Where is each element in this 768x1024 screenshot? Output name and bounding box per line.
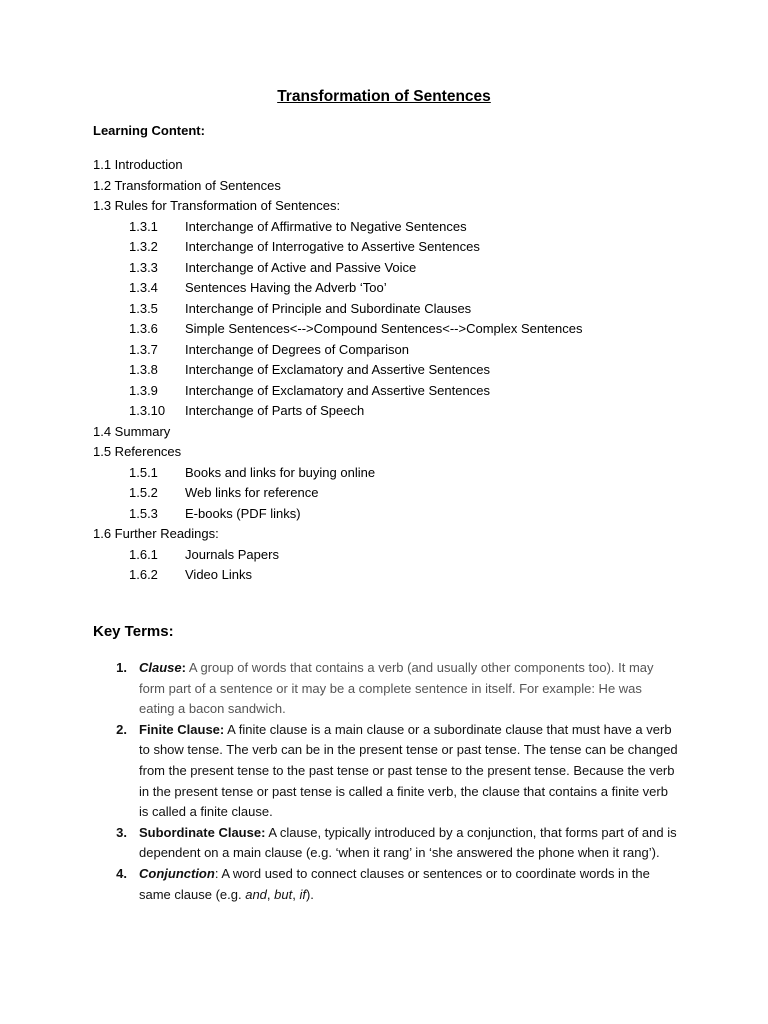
toc-item-label: Interchange of Exclamatory and Assertive Sentences [185,382,490,398]
toc-item [93,360,693,381]
key-term-number: 1. [116,660,127,675]
key-term-definition: A finite clause is a main clause or a subordinate clause that must have a verb to show tense. The verb can be in the present tense or past tense. The tense can be changed from the present tense to the past tense or past tense to the present tense. Because the verb in the present tense or past tense is called a finite verb, the clause that contains a finite verb is called a finite clause. [139,721,678,820]
toc-item [93,196,693,217]
toc-item [93,319,693,340]
toc-item [93,401,693,422]
toc-item-label: Journals Papers [185,546,279,562]
toc-item-label: Interchange of Affirmative to Negative Sentences [185,218,467,234]
toc-item-label: Web links for reference [185,485,319,500]
key-term-body [139,720,678,823]
key-term-item [93,720,678,823]
key-term-colon: : [181,660,186,675]
toc-item-label: Sentences Having the Adverb ‘Too’ [185,280,387,295]
toc-item-number: 1.3.2 [129,239,158,254]
toc-item [93,155,693,176]
key-term-definition-part: ). [305,886,314,902]
toc-item [93,524,693,545]
toc-item-number: 1.3.1 [129,218,158,234]
key-terms-list [93,658,678,905]
key-term-name: Finite Clause: [139,721,225,737]
toc-item [93,422,693,443]
toc-item [93,545,693,566]
toc-item-label: Simple Sentences<-->Compound Sentences<-->Complex Sentences [185,321,583,336]
toc-item-number: 1.3.7 [129,341,158,357]
key-term-definition-part: but [274,886,293,902]
toc-item [93,258,693,279]
key-terms-heading: Key Terms: [93,623,174,640]
toc-item-label: 1.1 Introduction [93,157,183,172]
key-term-definition-part: if [299,886,306,902]
toc-item-label: 1.2 Transformation of Sentences [93,177,281,193]
toc-item-label: Interchange of Principle and Subordinate Clauses [185,300,472,316]
key-term-item [93,658,678,720]
toc-item-number: 1.3.8 [129,362,158,377]
toc-item-label: 1.4 Summary [93,423,171,439]
key-term-definition-part: : A word used to connect clauses or sentences or to coordinate words in the same clause (e.g. [139,865,650,902]
toc-item-number: 1.3.5 [129,300,158,316]
key-term-definition-part: , [266,886,275,902]
toc-item [93,381,693,402]
toc-item-label: E-books (PDF links) [185,505,301,521]
toc-item-label: Books and links for buying online [185,464,376,480]
toc-item-label: Interchange of Exclamatory and Assertive Sentences [185,362,490,377]
toc-item [93,463,693,484]
key-term-body [139,864,678,905]
key-term-name: Clause [139,660,182,675]
toc-item-number: 1.5.1 [129,464,158,480]
toc-item-label: Video Links [185,567,252,582]
toc-item [93,504,693,525]
toc-item [93,237,693,258]
key-term-number: 3. [116,824,127,840]
toc-item-number: 1.5.2 [129,485,158,500]
toc-item-number: 1.6.2 [129,567,158,582]
toc-item-label: Interchange of Parts of Speech [185,403,365,418]
toc-item [93,565,693,586]
toc-item-label: 1.6 Further Readings: [93,526,219,541]
toc-item-number: 1.3.10 [129,403,166,418]
toc-item-number: 1.3.4 [129,280,158,295]
key-term-number: 2. [116,721,127,737]
toc-item-label: Interchange of Degrees of Comparison [185,341,410,357]
table-of-contents [93,155,693,586]
toc-item-label: 1.3 Rules for Transformation of Sentences: [93,198,341,213]
toc-item-number: 1.3.3 [129,259,158,275]
toc-item-number: 1.3.9 [129,382,158,398]
toc-item [93,176,693,197]
toc-item [93,442,693,463]
toc-item [93,217,693,238]
toc-item [93,278,693,299]
toc-item [93,340,693,361]
toc-item-label: 1.5 References [93,444,182,459]
toc-item-number: 1.5.3 [129,505,158,521]
toc-item [93,483,693,504]
key-term-body [139,823,678,864]
document-title: Transformation of Sentences [277,88,491,105]
toc-item-label: Interchange of Active and Passive Voice [185,259,417,275]
key-term-body [139,658,678,720]
key-term-item [93,864,678,905]
toc-item-label: Interchange of Interrogative to Assertive Sentences [185,239,480,254]
toc-item-number: 1.3.6 [129,321,158,336]
key-term-name: Conjunction [139,865,215,881]
learning-content-heading: Learning Content: [93,123,205,138]
key-term-definition: A group of words that contains a verb (and usually other components too). It may form part of a sentence or it may be a complete sentence in itself. For example: He was eating a bacon sandwich. [139,660,654,717]
toc-item [93,299,693,320]
key-term-name: Subordinate Clause: [139,824,266,840]
key-term-definition-part: , [292,886,300,902]
key-term-item [93,823,678,864]
key-term-number: 4. [116,865,127,881]
key-term-definition: A clause, typically introduced by a conjunction, that forms part of and is dependent on a main clause (e.g. ‘when it rang’ in ‘she answered the phone when it rang’). [139,824,677,861]
toc-item-number: 1.6.1 [129,546,158,562]
key-term-definition-part: and [245,886,267,902]
